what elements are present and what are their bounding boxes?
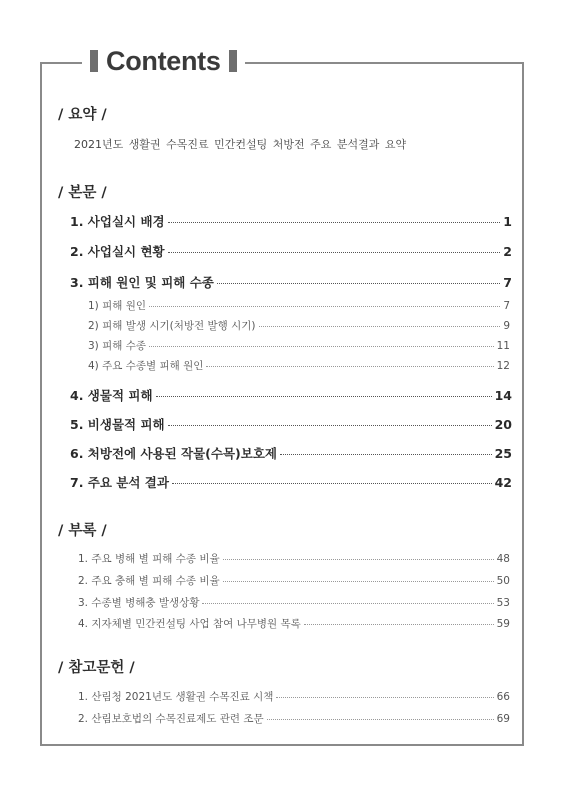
toc-entry-label: 7. 주요 분석 결과 bbox=[70, 475, 169, 490]
appendix-entry-page: 59 bbox=[496, 618, 510, 630]
toc-entry-label: 4. 생물적 피해 bbox=[70, 388, 153, 403]
appendix-entry-page: 50 bbox=[496, 575, 510, 587]
appendix-entry-label: 4. 지자체별 민간컨설팅 사업 참여 나무병원 목록 bbox=[78, 618, 301, 630]
references-heading: / 참고문헌 / bbox=[58, 660, 135, 676]
toc-entry-page: 42 bbox=[494, 475, 512, 490]
toc-entry-page: 2 bbox=[503, 244, 512, 259]
appendix-entry[interactable] bbox=[78, 573, 510, 588]
leader-dots bbox=[149, 306, 500, 307]
appendix-entry[interactable] bbox=[78, 616, 510, 631]
toc-entry[interactable] bbox=[70, 242, 512, 260]
toc-subentry-label: 3) 피해 수종 bbox=[88, 340, 147, 352]
appendix-entry-label: 2. 주요 충해 별 피해 수종 비율 bbox=[78, 575, 220, 587]
appendix-entry-label: 1. 주요 병해 별 피해 수종 비율 bbox=[78, 553, 220, 565]
reference-entry[interactable] bbox=[78, 689, 510, 704]
appendix-entry-page: 48 bbox=[496, 553, 510, 565]
leader-dots bbox=[206, 366, 493, 367]
toc-subentry[interactable] bbox=[88, 338, 510, 353]
summary-heading: / 요약 / bbox=[58, 107, 107, 123]
appendix-entry[interactable] bbox=[78, 595, 510, 610]
toc-entry-page: 14 bbox=[494, 388, 512, 403]
appendix-heading: / 부록 / bbox=[58, 523, 107, 539]
toc-subentry-page: 11 bbox=[496, 340, 510, 352]
leader-dots bbox=[168, 425, 492, 426]
toc-entry[interactable] bbox=[70, 273, 512, 291]
reference-entry-page: 69 bbox=[496, 713, 510, 725]
main-heading: / 본문 / bbox=[58, 185, 107, 201]
page-title: Contents bbox=[106, 45, 221, 76]
reference-entry-page: 66 bbox=[496, 691, 510, 703]
toc-entry-label: 5. 비생물적 피해 bbox=[70, 417, 165, 432]
toc-subentry[interactable] bbox=[88, 318, 510, 333]
appendix-entry-page: 53 bbox=[496, 597, 510, 609]
toc-subentry-page: 12 bbox=[496, 360, 510, 372]
title-left-bar bbox=[90, 50, 98, 72]
leader-dots bbox=[267, 719, 494, 720]
leader-dots bbox=[168, 252, 501, 253]
toc-subentry-page: 9 bbox=[503, 320, 510, 332]
toc-entry-page: 20 bbox=[494, 417, 512, 432]
leader-dots bbox=[168, 222, 501, 223]
appendix-entry[interactable] bbox=[78, 551, 510, 566]
contents-frame bbox=[40, 62, 524, 746]
leader-dots bbox=[172, 483, 492, 484]
appendix-entry-label: 3. 수종별 병해충 발생상황 bbox=[78, 597, 200, 609]
toc-subentry[interactable] bbox=[88, 298, 510, 313]
toc-entry[interactable] bbox=[70, 386, 512, 404]
contents-title-block bbox=[82, 44, 245, 78]
toc-entry-label: 2. 사업실시 현황 bbox=[70, 244, 165, 259]
leader-dots bbox=[223, 581, 494, 582]
reference-entry-label: 1. 산림청 2021년도 생활권 수목진료 시책 bbox=[78, 691, 274, 703]
toc-entry-page: 1 bbox=[503, 214, 512, 229]
reference-entry[interactable] bbox=[78, 711, 510, 726]
reference-entry-label: 2. 산림보호법의 수목진료제도 관련 조문 bbox=[78, 713, 264, 725]
leader-dots bbox=[259, 326, 501, 327]
toc-entry-label: 3. 피해 원인 및 피해 수종 bbox=[70, 275, 214, 290]
leader-dots bbox=[276, 697, 493, 698]
toc-subentry-page: 7 bbox=[503, 300, 510, 312]
toc-entry[interactable] bbox=[70, 212, 512, 230]
summary-line: 2021년도 생활권 수목진료 민간컨설팅 처방전 주요 분석결과 요약 bbox=[74, 138, 407, 151]
toc-subentry-label: 4) 주요 수종별 피해 원인 bbox=[88, 360, 204, 372]
leader-dots bbox=[223, 559, 494, 560]
leader-dots bbox=[304, 624, 494, 625]
toc-entry[interactable] bbox=[70, 415, 512, 433]
toc-entry-label: 6. 처방전에 사용된 작물(수목)보호제 bbox=[70, 446, 277, 461]
leader-dots bbox=[280, 454, 492, 455]
toc-entry-label: 1. 사업실시 배경 bbox=[70, 214, 165, 229]
leader-dots bbox=[156, 396, 492, 397]
toc-subentry-label: 1) 피해 원인 bbox=[88, 300, 147, 312]
toc-entry[interactable] bbox=[70, 473, 512, 491]
leader-dots bbox=[202, 603, 493, 604]
toc-subentry-label: 2) 피해 발생 시기(처방전 발행 시기) bbox=[88, 320, 256, 332]
toc-entry-page: 25 bbox=[494, 446, 512, 461]
leader-dots bbox=[149, 346, 494, 347]
title-right-bar bbox=[229, 50, 237, 72]
toc-subentry[interactable] bbox=[88, 358, 510, 373]
leader-dots bbox=[217, 283, 500, 284]
toc-entry-page: 7 bbox=[503, 275, 512, 290]
toc-entry[interactable] bbox=[70, 444, 512, 462]
